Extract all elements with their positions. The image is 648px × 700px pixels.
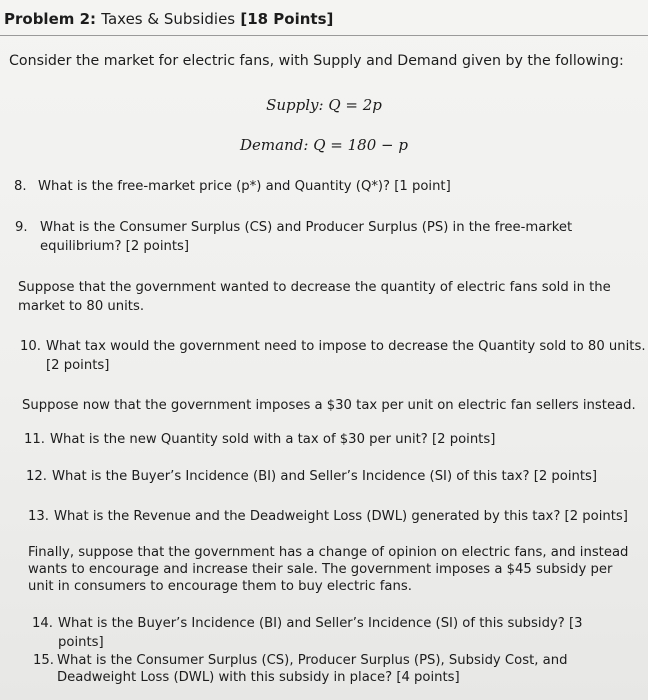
paragraph-reduce-quantity: Suppose that the government wanted to decrease the quantity of electric fans sold in the market to 80 units. — [18, 280, 611, 314]
question-text: What is the Consumer Surplus (CS), Producer Surplus (PS), Subsidy Cost, and Deadweight Loss (DWL) with this subsidy in place? [4 points] — [57, 653, 568, 685]
intro-text: Consider the market for electric fans, with Supply and Demand given by the following: — [9, 53, 624, 69]
question-number: 13. — [28, 509, 49, 524]
paragraph-tax: Suppose now that the government imposes a $30 tax per unit on electric fan sellers instead. — [22, 398, 636, 413]
supply-expr: Q = 2p — [328, 96, 382, 114]
demand-equation — [0, 136, 648, 154]
question-text: What is the free-market price (p*) and Quantity (Q*)? [1 point] — [38, 179, 451, 194]
question-9 — [15, 218, 575, 256]
question-text: What is the Consumer Surplus (CS) and Producer Surplus (PS) in the free-market equilibrium? [2 points] — [40, 220, 573, 254]
question-number: 14. — [32, 616, 53, 631]
question-text: What is the Revenue and the Deadweight Loss (DWL) generated by this tax? [2 points] — [54, 509, 628, 524]
question-number: 8. — [14, 179, 27, 194]
supply-equation — [0, 96, 648, 114]
question-number: 11. — [24, 432, 45, 447]
problem-title — [4, 10, 333, 28]
title-points: [18 Points] — [240, 10, 334, 28]
title-topic: Taxes & Subsidies — [101, 10, 236, 28]
question-14 — [32, 614, 632, 652]
question-text: What is the Buyer’s Incidence (BI) and Seller’s Incidence (SI) of this subsidy? [3 points] — [58, 616, 583, 650]
demand-label: Demand: — [240, 136, 309, 154]
title-prefix: Problem 2: — [4, 10, 97, 28]
question-number: 9. — [15, 220, 28, 235]
question-number: 10. — [20, 339, 41, 354]
question-8 — [14, 177, 614, 196]
question-15 — [33, 652, 623, 686]
question-13 — [28, 507, 638, 526]
question-text: What tax would the government need to impose to decrease the Quantity sold to 80 units. [2 points] — [46, 339, 646, 373]
demand-expr: Q = 180 − p — [313, 136, 408, 154]
question-text: What is the new Quantity sold with a tax of $30 per unit? [2 points] — [50, 432, 496, 447]
title-divider — [0, 35, 648, 36]
question-number: 15. — [33, 653, 54, 668]
question-10 — [20, 337, 646, 375]
question-12 — [26, 467, 636, 486]
question-number: 12. — [26, 469, 47, 484]
question-text: What is the Buyer’s Incidence (BI) and Seller’s Incidence (SI) of this tax? [2 points] — [52, 469, 598, 484]
question-11 — [24, 430, 624, 449]
supply-label: Supply: — [266, 96, 324, 114]
paragraph-subsidy: Finally, suppose that the government has a change of opinion on electric fans, and instead wants to encourage and increase their sale. The government imposes a $45 subsidy per unit in consumers to encourage them to buy electric fans. — [28, 545, 629, 594]
